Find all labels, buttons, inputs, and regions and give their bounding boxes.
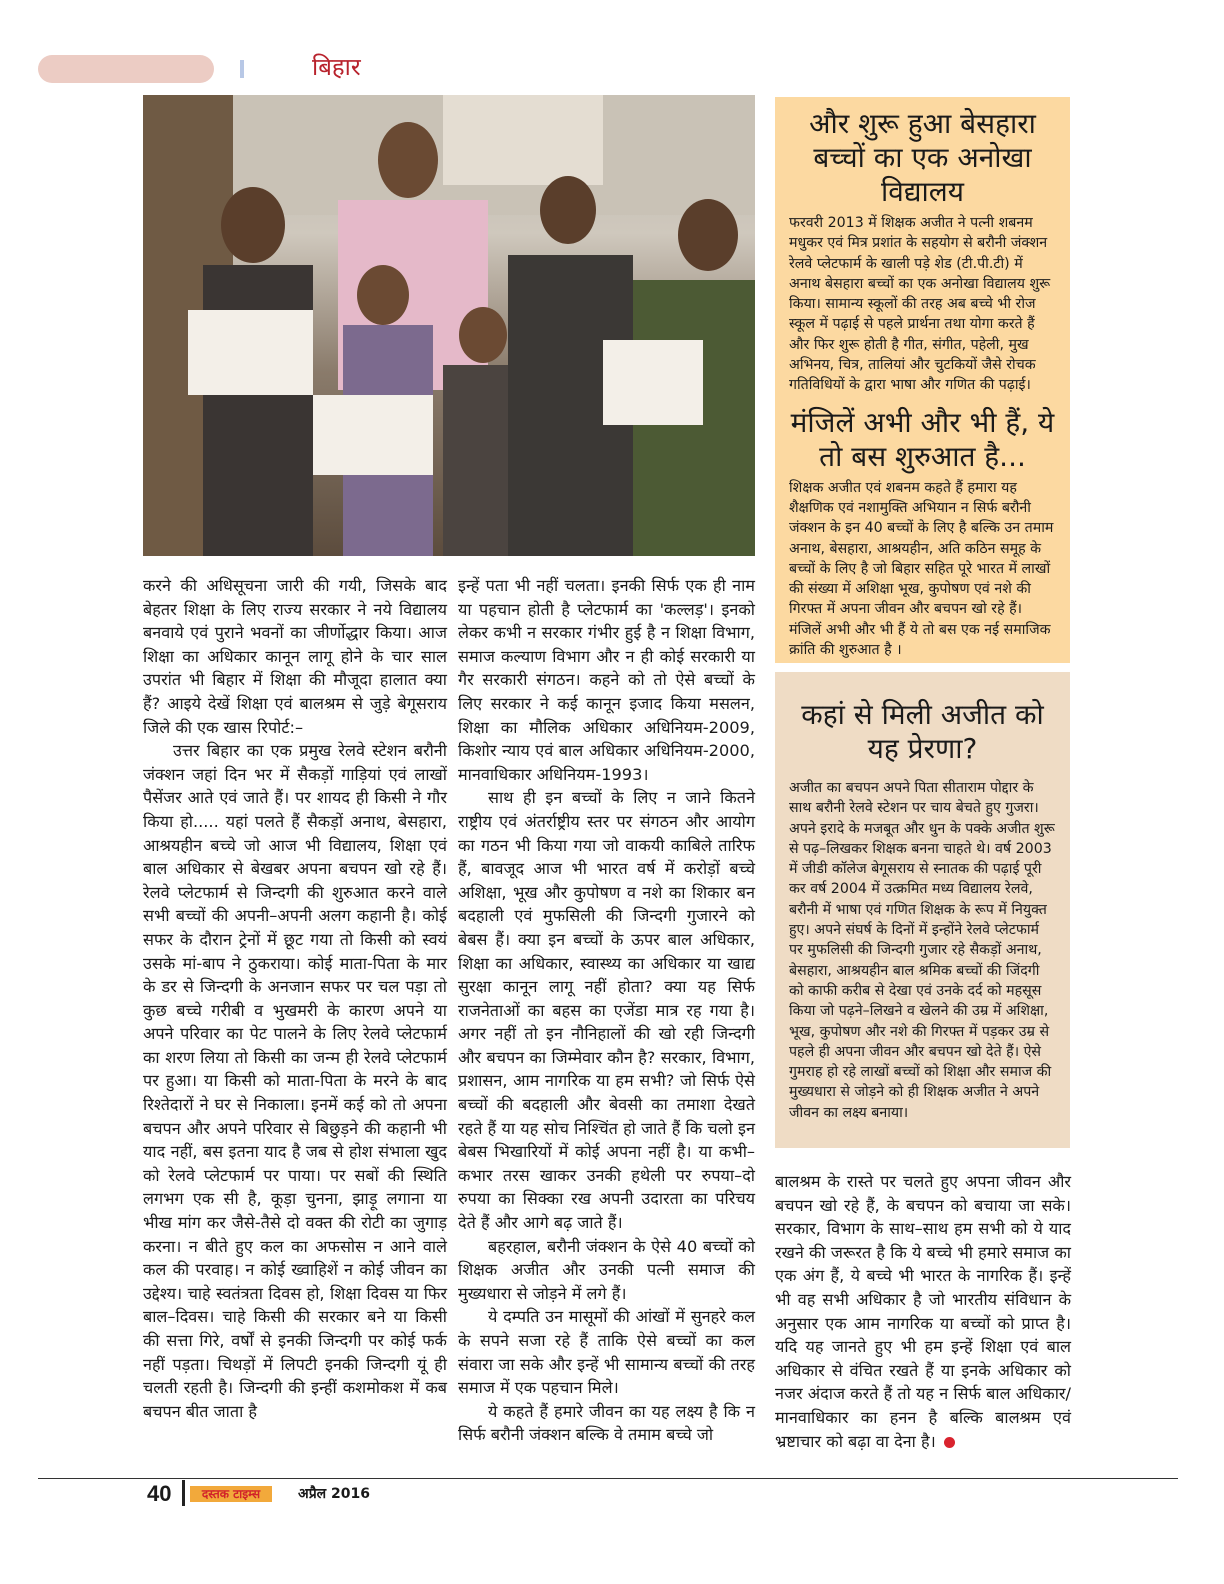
paragraph [775,1170,1071,1453]
magazine-logo: दस्तक टाइम्स [190,1486,272,1502]
article-column-1 [143,574,447,1423]
article-column-3 [775,1170,1071,1453]
box-heading: और शुरू हुआ बेसहारा बच्चों का एक अनोखा विद्यालय [809,107,1036,208]
issue-date: अप्रैल 2016 [298,1486,370,1502]
paragraph: करने की अधिसूचना जारी की गयी, जिसके बाद बेहतर शिक्षा के लिए राज्य सरकार ने नये विद्यालय बनवाये एवं पुराने भवनों का जीर्णोद्धार किया। आज शिक्षा का अधिकार कानून लागू होने के चार साल उपरांत भी बिहार में शिक्षा की मौजूदा हालात क्या हैं? आइये देखें शिक्षा एवं बालश्रम से जुड़े बेगूसराय जिले की एक खास रिपोर्ट:– [143,576,447,737]
box-text: अजीत का बचपन अपने पिता सीताराम पोद्दार के साथ बरौनी रेलवे स्टेशन पर चाय बेचते हुए गुजरा। अपने इरादे के मजबूत और धुन के पक्के अजीत शुरू से पढ़–लिखकर शिक्षक बनना चाहते थे। वर्ष 2003 में जीडी कॉलेज बेगूसराय से स्नातक की पढ़ाई पूरी कर वर्ष 2004 में उत्क्रमित मध्य विद्यालय रेलवे, बरौनी में भाषा एवं गणित शिक्षक के रूप में नियुक्त हुए। अपने संघर्ष के दिनों में इन्होंने रेलवे प्लेटफार्म पर मुफलिसी की जिन्दगी गुजार रहे सैकड़ों अनाथ, बेसहारा, आश्रयहीन बाल श्रमिक बच्चों की जिंदगी को काफी करीब से देखा एवं उनके दर्द को महसूस किया जो पढ़ने–लिखने व खेलने की उम्र में अशिक्षा, भूख, कुपोषण और नशे की गिरफ्त में पड़कर उम्र से पहले ही अपना जीवन और बचपन खो देते हैं। ऐसे गुमराह हो रहे लाखों बच्चों को शिक्षा और समाज की मुख्यधारा से जोड़ने को ही शिक्षक अजीत ने अपने जीवन का लक्ष्य बनाया। [789,780,1055,1121]
header-decor-pill [38,55,214,83]
paragraph: इन्हें पता भी नहीं चलता। इनकी सिर्फ एक ही नाम या पहचान होती है प्लेटफार्म का 'कल्लड़'। इनको लेकर कभी न सरकार गंभीर हुई है न शिक्षा विभाग, समाज कल्याण विभाग और न ही कोई सरकारी या गैर सरकारी संगठन। कहने को तो ऐसे बच्चों के लिए सरकार ने कई कानून इजाद किया मसलन, शिक्षा का मौलिक अधिकार अधिनियम-2009, किशोर न्याय एवं बाल अधिकार अधिनियम-2000, मानवाधिकार अधिनियम-1993। [458,576,755,784]
box-text: फरवरी 2013 में शिक्षक अजीत ने पत्नी शबनम मधुकर एवं मित्र प्रशांत के सहयोग से बरौनी जंक्शन रेलवे प्लेटफार्म के खाली पड़े शेड (टी.पी.टी) में अनाथ बेसहारा बच्चों का एक अनोखा विद्यालय शुरू किया। सामान्य स्कूलों की तरह अब बच्चे भी रोज स्कूल में पढ़ाई से पहले प्रार्थना तथा योगा करते हैं और फिर शुरू होती है गीत, संगीत, पहेली, मुख अभिनय, चित्र, तालियां और चुटकियों जैसे रोचक गतिविधियों के द्वारा भाषा और गणित की पढ़ाई। [789,215,1051,394]
paragraph: बहरहाल, बरौनी जंक्शन के ऐसे 40 बच्चों को शिक्षक अजीत और उनकी पत्नी समाज की मुख्यधारा से जोड़ने में लगे हैं। [458,1236,755,1303]
paragraph: ये दम्पति उन मासूमों की आंखों में सुनहरे कल के सपने सजा रहे हैं ताकि ऐसे बच्चों का कल संवारा जा सके और इन्हें भी सामान्य बच्चों की तरह समाज में एक पहचान मिले। [458,1307,755,1398]
page-number: 40 [147,1481,172,1506]
box-heading: कहां से मिली अजीत को यह प्रेरणा? [801,698,1044,765]
box-text: शिक्षक अजीत एवं शबनम कहते हैं हमारा यह शैक्षणिक एवं नशामुक्ति अभियान न सिर्फ बरौनी जंक्शन के इन 40 बच्चों के लिए है बल्कि उन तमाम अनाथ, बेसहारा, आश्रयहीन, अति कठिन समूह के बच्चों के लिए है जो बिहार सहित पूरे भारत में लाखों की संख्या में अशिक्षा भूख, कुपोषण एवं नशे की गिरफ्त में अपना जीवन और बचपन खो रहे हैं। मंजिलें अभी और भी हैं ये तो बस एक नई समाजिक क्रांति की शुरुआत है । [789,479,1054,659]
footer-divider [182,1480,185,1506]
paragraph-text: बालश्रम के रास्ते पर चलते हुए अपना जीवन और बचपन खो रहे हैं, के बचपन को बचाया जा सके। सरकार, विभाग के साथ–साथ हम सभी को ये याद रखने की जरूरत है कि ये बच्चे भी हमारे समाज का एक अंग हैं, ये बच्चे भी भारत के नागरिक हैं। इन्हें भी वह सभी अधिकार है जो भारतीय संविधान के अनुसार एक आम नागरिक या बच्चों को प्राप्त है। यदि यह जानते हुए भी हम इन्हें शिक्षा एवं बाल अधिकार से वंचित रखते हैं या इनके अधिकार को नजर अंदाज करते हैं तो यह न सिर्फ बाल अधिकार/मानवाधिकार का हनन है बल्कि बालश्रम एवं भ्रष्टाचार को बढ़ा वा देना है। [775,1172,1071,1451]
header-divider [240,60,244,78]
section-title: बिहार [312,53,361,81]
paragraph: ये कहते हैं हमारे जीवन का यह लक्ष्य है कि न सिर्फ बरौनी जंक्शन बल्कि वे तमाम बच्चे जो [458,1401,755,1445]
box-heading: मंजिलें अभी और भी हैं, ये तो बस शुरुआत है... [790,405,1055,473]
sidebar-box-school [775,97,1070,663]
paragraph: उत्तर बिहार का एक प्रमुख रेलवे स्टेशन बरौनी जंक्शन जहां दिन भर में सैकड़ों गाड़ियां एवं लाखों पैसेंजर आते एवं जाते हैं। पर शायद ही किसी ने गौर किया हो..... यहां पलते हैं सैकड़ों अनाथ, बेसहारा, आश्रयहीन बच्चे जो आज भी विद्यालय, शिक्षा एवं बाल अधिकार से बेखबर अपना बचपन खो रहे हैं। रेलवे प्लेटफार्म से जिन्दगी की शुरुआत करने वाले सभी बच्चों की अपनी–अपनी अलग कहानी है। कोई सफर के दौरान ट्रेनों में छूट गया तो किसी को स्वयं उसके मां-बाप ने ठुकराया। कोई माता-पिता के मार के डर से जिन्दगी के अनजान सफर पर चल पड़ा तो कुछ बच्चे गरीबी व भुखमरी के कारण अपने या अपने परिवार का पेट पालने के लिए रेलवे प्लेटफार्म का शरण लिया तो किसी का जन्म ही रेलवे प्लेटफार्म पर हुआ। या किसी को माता-पिता के मरने के बाद रिश्तेदारों ने घर से निकाला। इनमें कई को तो अपना बचपन और अपने परिवार से बिछुड़ने की कहानी भी याद नहीं, बस इतना याद है जब से होश संभाला खुद को रेलवे प्लेटफार्म पर पाया। पर सबों की स्थिति लगभग एक सी है, कूड़ा चुनना, झाड़ू लगाना या भीख मांग कर जैसे-तैसे दो वक्त की रोटी का जुगाड़ करना। न बीते हुए कल का अफसोस न आने वाले कल की परवाह। न कोई ख्वाहिशें न कोई जीवन का उद्देश्य। चाहे स्वतंत्रता दिवस हो, शिक्षा दिवस या फिर बाल–दिवस। चाहे किसी की सरकार बने या किसी की सत्ता गिरे, वर्षों से इनकी जिन्दगी पर कोई फर्क नहीं पड़ता। चिथड़ों में लिपटी इनकी जिन्दगी यूं ही चलती रहती है। जिन्दगी की इन्हीं कशमोकश में कब बचपन बीत जाता है [143,741,447,1421]
paragraph: साथ ही इन बच्चों के लिए न जाने कितने राष्ट्रीय एवं अंतर्राष्ट्रीय स्तर पर संगठन और आयोग का गठन भी किया गया जो वाकयी काबिले तारिफ हैं, बावजूद आज भी भारत वर्ष में करोड़ों बच्चे अशिक्षा, भूख और कुपोषण व नशे का शिकार बन बदहाली एवं मुफसिली की जिन्दगी गुजारने को बेबस हैं। क्या इन बच्चों के ऊपर बाल अधिकार, शिक्षा का अधिकार, स्वास्थ्य का अधिकार या खाद्य सुरक्षा कानून लागू नहीं होता? क्या यह सिर्फ राजनेताओं का बहस का एजेंडा मात्र रह गया है। अगर नहीं तो इन नौनिहालों की खो रही जिन्दगी और बचपन का जिम्मेवार कौन है? सरकार, विभाग, प्रशासन, आम नागरिक या हम सभी? जो सिर्फ ऐसे बच्चों की बदहाली और बेवसी का तमाशा देखते रहते हैं या यह सोच निश्चिंत हो जाते हैं कि चलो इन बेबस भिखारियों में कोई अपना नहीं है। या कभी–कभार तरस खाकर उनकी हथेली पर रुपया–दो रुपया का सिक्का रख अपनी उदारता का परिचय देते हैं और आगे बढ़ जाते हैं। [458,788,755,1233]
article-column-2 [458,574,755,1447]
photo-children-with-certificates-icon [143,95,755,556]
end-mark-icon [944,1437,955,1448]
sidebar-box-inspiration [775,672,1070,1148]
footer-rule [38,1478,1178,1479]
article-photo [143,95,755,556]
